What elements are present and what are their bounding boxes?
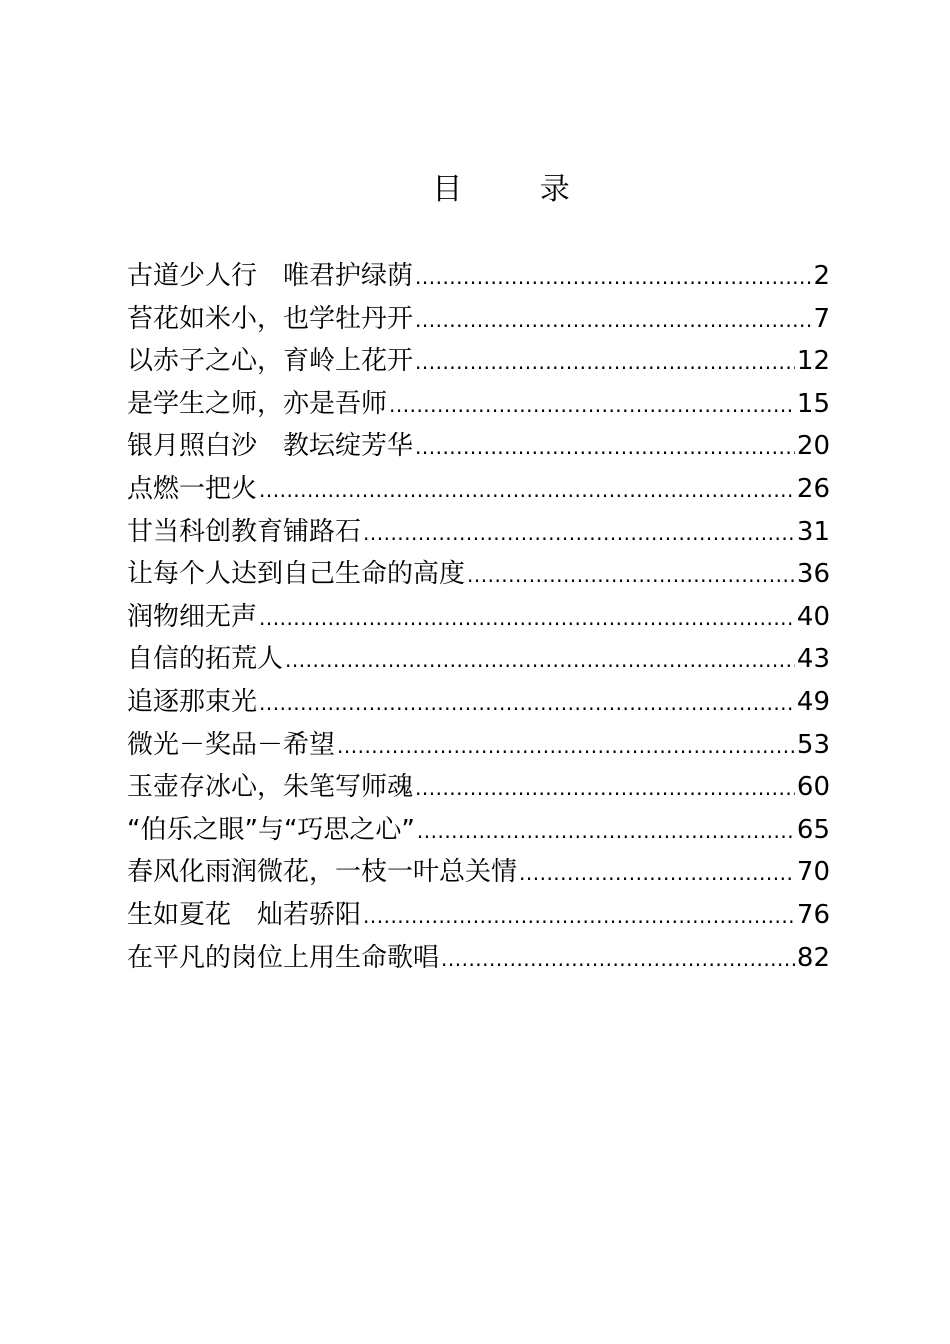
toc-page-number: 31	[796, 516, 830, 547]
dot-leader	[415, 256, 811, 298]
dot-leader	[259, 597, 795, 639]
toc-page-number: 65	[796, 814, 830, 845]
toc-entry[interactable]	[127, 851, 830, 894]
toc-entry-title: 春风化雨润微花，一枝一叶总关情	[127, 857, 518, 888]
toc-entry[interactable]	[127, 724, 830, 767]
dot-leader	[415, 426, 795, 468]
toc-entry-title: 是学生之师，亦是吾师	[127, 388, 388, 419]
dot-leader	[389, 384, 795, 426]
toc-entry-title: 银月照白沙 教坛绽芳华	[127, 431, 414, 462]
dot-leader	[415, 767, 795, 809]
toc-entry-title: “伯乐之眼”与“巧思之心”	[127, 814, 415, 845]
toc-entry-title: 甘当科创教育铺路石	[127, 516, 362, 547]
toc-entry[interactable]	[127, 255, 830, 298]
toc-entry-title: 古道少人行 唯君护绿荫	[127, 261, 414, 291]
table-of-contents	[127, 255, 830, 979]
toc-entry[interactable]	[127, 340, 830, 383]
toc-page-number: 36	[796, 559, 830, 590]
toc-entry[interactable]	[127, 425, 830, 468]
toc-entry[interactable]	[127, 553, 830, 596]
toc-page-number: 12	[796, 346, 830, 377]
toc-entry[interactable]	[127, 596, 830, 639]
toc-page-number: 7	[813, 303, 830, 334]
toc-entry-title: 玉壶存冰心，朱笔写师魂	[127, 772, 414, 803]
toc-entry[interactable]	[127, 511, 830, 554]
toc-page-number: 70	[796, 857, 830, 888]
toc-page-number: 82	[796, 942, 830, 973]
toc-entry-title: 在平凡的岗位上用生命歌唱	[127, 942, 440, 973]
toc-entry-title: 微光－奖品－希望	[127, 729, 336, 760]
toc-entry-title: 苔花如米小，也学牡丹开	[127, 303, 414, 334]
toc-page-number: 20	[796, 431, 830, 462]
toc-entry[interactable]	[127, 894, 830, 937]
toc-entry-title: 生如夏花 灿若骄阳	[127, 899, 362, 930]
dot-leader	[259, 682, 795, 724]
toc-page-number: 43	[796, 644, 830, 675]
toc-heading: 目 录	[432, 172, 604, 207]
toc-page-number: 53	[796, 729, 830, 760]
toc-entry-title: 点燃一把火	[127, 473, 258, 504]
toc-entry[interactable]	[127, 766, 830, 809]
toc-entry-title: 以赤子之心，育岭上花开	[127, 346, 414, 377]
dot-leader	[415, 341, 795, 383]
toc-entry[interactable]	[127, 468, 830, 511]
toc-entry[interactable]	[127, 383, 830, 426]
toc-entry-title: 润物细无声	[127, 601, 258, 632]
dot-leader	[467, 554, 795, 596]
dot-leader	[259, 469, 795, 511]
toc-page-number: 60	[796, 772, 830, 803]
toc-entry[interactable]	[127, 809, 830, 852]
dot-leader	[519, 852, 795, 894]
toc-page-number: 76	[796, 899, 830, 930]
dot-leader	[285, 639, 795, 681]
dot-leader	[441, 938, 795, 980]
toc-entry-title: 自信的拓荒人	[127, 644, 284, 675]
toc-page-number: 40	[796, 601, 830, 632]
toc-entry[interactable]	[127, 298, 830, 341]
dot-leader	[363, 512, 795, 554]
toc-entry-title: 让每个人达到自己生命的高度	[127, 559, 466, 590]
toc-entry[interactable]	[127, 937, 830, 980]
dot-leader	[363, 895, 795, 937]
toc-entry-title: 追逐那束光	[127, 686, 258, 717]
dot-leader	[415, 299, 811, 341]
toc-page-number: 15	[796, 388, 830, 419]
toc-page-number: 49	[796, 686, 830, 717]
dot-leader	[337, 725, 795, 767]
dot-leader	[417, 810, 795, 852]
toc-page-number: 26	[796, 473, 830, 504]
toc-entry[interactable]	[127, 681, 830, 724]
toc-entry[interactable]	[127, 638, 830, 681]
toc-page-number: 2	[813, 261, 830, 291]
